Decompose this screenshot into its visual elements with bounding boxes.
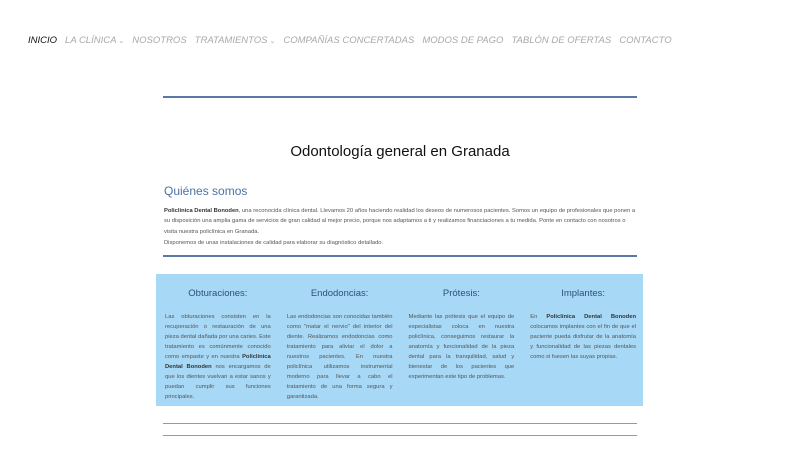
nav-item-label: MODOS DE PAGO [422,35,504,46]
feature-text [409,312,515,382]
nav-item-label: TRATAMIENTOS [194,35,268,46]
nav-item-label: INICIO [28,35,58,46]
main-nav [28,35,680,46]
chevron-down-icon: ⌄ [118,37,125,45]
nav-item-inicio[interactable] [28,35,57,46]
nav-item-contacto[interactable] [619,35,671,46]
about-paragraph-1 [164,206,638,237]
feature-text-part: nos encargamos de que los dientes vuelvan a estar sanos y puedan cumplir sus funciones principales. [165,364,271,400]
feature-text [287,312,393,402]
feature-text-part: Mediante las prótesis que el equipo de especialistas coloca en nuestra policlínica, conseguimos restaurar la anatomía y funcionalidad de la pieza dental para la tranquilidad, salud y bienestar de los pacientes que experimentan este tipo de problemas. [408,314,515,380]
nav-item-tratamientos[interactable] [195,35,276,46]
feature-obturaciones [156,274,278,406]
feature-endodoncias [278,274,400,406]
middle-divider [163,255,637,257]
nav-item-label: LA CLÍNICA [65,35,117,46]
feature-title: Obturaciones: [188,288,248,299]
nav-item-label: CONTACTO [619,35,672,46]
nav-item-label: COMPAÑÍAS CONCERTADAS [283,35,415,46]
bottom-divider [163,423,637,424]
nav-item-la-clinica[interactable] [65,35,124,46]
feature-protesis [400,274,522,406]
feature-text-part: Las obturaciones consisten en la recuperación o restauración de una pieza dental dañada por una caries. Este tratamiento es comúnmente conocido como empaste y en nuestra [165,314,271,360]
chevron-down-icon: ⌄ [269,37,276,45]
nav-item-label: NOSOTROS [132,35,187,46]
clinic-name: Policlínica Dental Bonoden [164,208,239,214]
feature-text-bold: Policlínica Dental Bonoden [546,314,636,320]
feature-text-part: colocamos implantes con el fin de que el paciente pueda disfrutar de la anatomía y funcionalidad de las piezas dentales como si fuesen las suyas propias. [530,324,636,360]
feature-text-bold: Policlínica Dental Bonoden [165,354,271,370]
about-title: Quiénes somos [164,184,248,198]
about-text [164,206,638,249]
bottom-divider [163,435,637,436]
nav-item-companias-concertadas[interactable] [283,35,414,46]
feature-text [530,312,636,362]
about-paragraph-2: Disponemos de unas instalaciones de calidad para elaborar su diagnóstico detallado. [164,239,384,246]
about-paragraph-1-text: , una reconocida clínica dental. Llevamos 20 años haciendo realidad los deseos de numerosos pacientes. Somos un equipo de profesionales que ponen a su disposición una amplia gama de servicios de gran calidad al mejor precio, porque nos adaptamos a ti y realizamos financiaciones a tu medida. Ponte en contacto con nosotros o visita nuestra policlínica en Granada. [164,208,636,235]
nav-item-nosotros[interactable] [132,35,186,46]
top-divider [163,96,637,98]
feature-text-part: Las endodoncias son conocidas también como "matar el nervio" del interior del diente. Realizamos endodoncias como tratamiento para aliviar el dolor a nuestros pacientes. En nuestra policlínica utilizamos instrumental moderno para llevar a cabo el tratamiento de una forma segura y garantizada. [286,314,393,400]
feature-title: Prótesis: [442,288,480,299]
treatments-panel [156,274,643,406]
feature-title: Endodoncias: [310,288,369,299]
feature-text-part: En [530,314,547,320]
nav-item-label: TABLÓN DE OFERTAS [511,35,612,46]
feature-implantes [521,274,643,406]
feature-title: Implantes: [561,288,606,299]
nav-item-tablon-de-ofertas[interactable] [511,35,611,46]
nav-item-modos-de-pago[interactable] [422,35,503,46]
page-title: Odontología general en Granada [290,143,510,160]
feature-text [165,312,271,402]
